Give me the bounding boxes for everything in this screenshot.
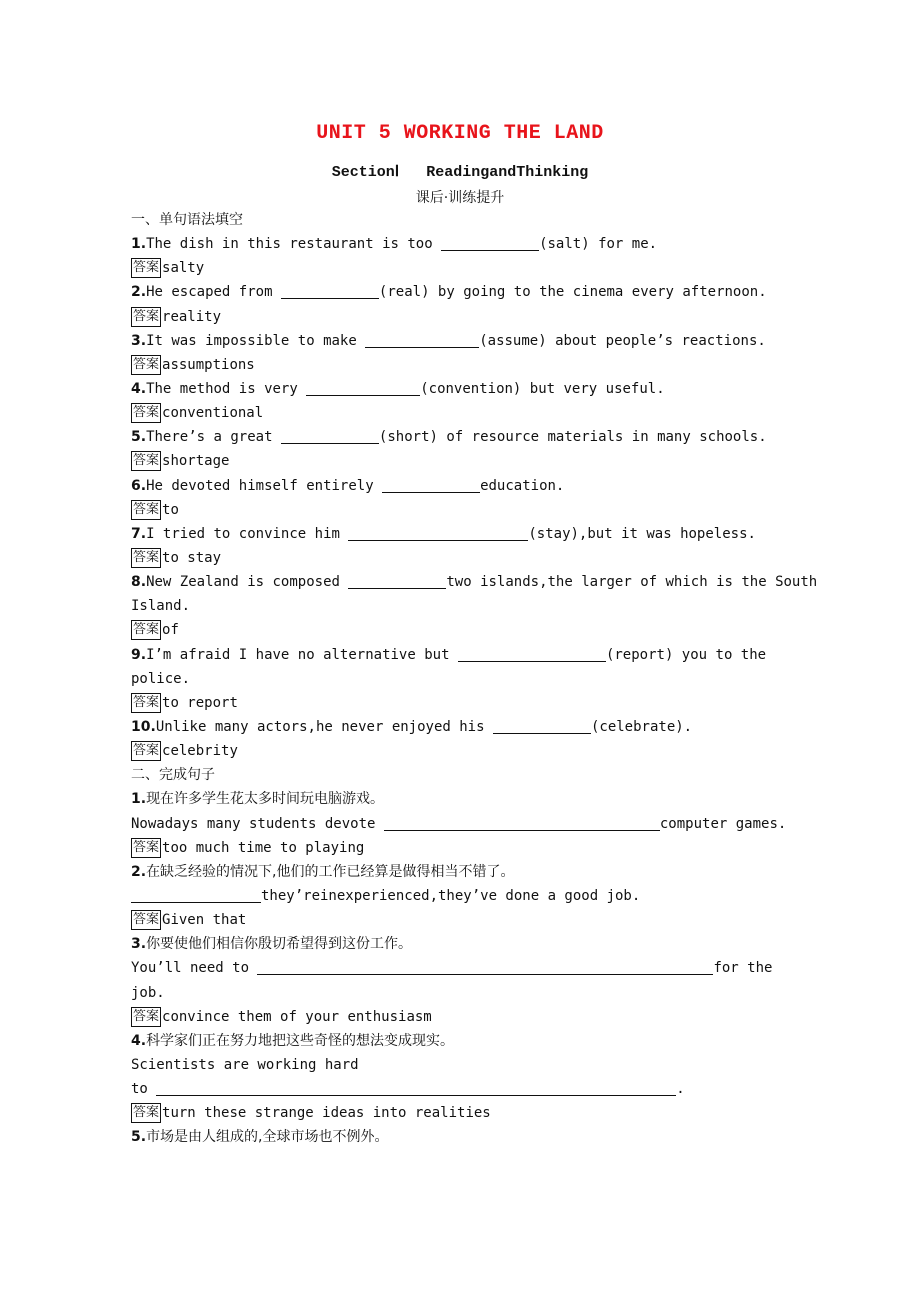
part2-heading: 二、完成句子 bbox=[131, 767, 215, 784]
answer-label: 答案 bbox=[131, 693, 161, 713]
question-number: 6. bbox=[131, 477, 147, 494]
part1-heading: 一、单句语法填空 bbox=[131, 212, 243, 228]
question-9 bbox=[131, 643, 791, 667]
question-number: 7. bbox=[131, 525, 147, 542]
exercise-content bbox=[131, 208, 818, 1149]
sentence-3-continued: job. bbox=[131, 984, 165, 1001]
question-text-after: for the bbox=[713, 960, 773, 977]
answer-blank[interactable] bbox=[348, 525, 528, 541]
answer-2 bbox=[131, 305, 791, 329]
question-number: 10. bbox=[131, 718, 156, 735]
answer-7 bbox=[131, 546, 791, 570]
answer-text: reality bbox=[162, 308, 222, 325]
question-text-after: (salt) for me. bbox=[539, 236, 658, 253]
question-text-before: There’s a great bbox=[146, 429, 281, 446]
answer-label: 答案 bbox=[131, 910, 161, 930]
sentence-2-prompt bbox=[131, 860, 791, 884]
unit-title: UNIT 5 WORKING THE LAND bbox=[316, 122, 604, 145]
answer-blank[interactable] bbox=[281, 428, 379, 444]
answer-s1 bbox=[131, 836, 791, 860]
answer-label: 答案 bbox=[131, 307, 161, 327]
sentence-4-prompt bbox=[131, 1029, 791, 1053]
question-number: 5. bbox=[131, 1129, 147, 1146]
answer-4 bbox=[131, 401, 791, 425]
question-text-after: (short) of resource materials in many schools. bbox=[378, 429, 767, 446]
answer-s3 bbox=[131, 1005, 791, 1029]
answer-blank[interactable] bbox=[131, 887, 261, 903]
question-text-after: education. bbox=[480, 477, 565, 494]
answer-label: 答案 bbox=[131, 451, 161, 471]
question-1 bbox=[131, 232, 791, 256]
answer-text: conventional bbox=[162, 405, 264, 422]
answer-text: too much time to playing bbox=[162, 839, 365, 856]
question-3 bbox=[131, 329, 791, 353]
question-text-before: to bbox=[131, 1081, 157, 1098]
answer-text: of bbox=[162, 622, 179, 639]
answer-blank[interactable] bbox=[348, 573, 446, 589]
chinese-prompt: 在缺乏经验的情况下,他们的工作已经算是做得相当不错了。 bbox=[146, 863, 515, 880]
answer-9 bbox=[131, 691, 791, 715]
question-text-before: He escaped from bbox=[146, 284, 281, 301]
answer-6 bbox=[131, 498, 791, 522]
sentence-5-prompt bbox=[131, 1125, 791, 1149]
question-number: 5. bbox=[131, 429, 147, 446]
question-number: 2. bbox=[131, 863, 147, 880]
question-text-before: New Zealand is composed bbox=[146, 574, 349, 591]
question-text-before: Nowadays many students devote bbox=[131, 815, 384, 832]
question-2 bbox=[131, 280, 791, 304]
chinese-prompt: 你要使他们相信你殷切希望得到这份工作。 bbox=[146, 936, 413, 953]
question-number: 9. bbox=[131, 646, 147, 663]
answer-10 bbox=[131, 739, 791, 763]
answer-s4 bbox=[131, 1101, 791, 1125]
answer-8 bbox=[131, 618, 791, 642]
question-text-after: (stay),but it was hopeless. bbox=[528, 525, 756, 542]
answer-label: 答案 bbox=[131, 355, 161, 375]
question-text-before: You’ll need to bbox=[131, 960, 258, 977]
question-number: 8. bbox=[131, 574, 147, 591]
answer-s2 bbox=[131, 908, 791, 932]
practice-subtitle: 课后·训练提升 bbox=[415, 190, 505, 206]
answer-blank[interactable] bbox=[257, 959, 713, 975]
sentence-3-prompt bbox=[131, 932, 791, 956]
answer-text: to bbox=[162, 501, 179, 518]
question-number: 1. bbox=[131, 791, 147, 808]
answer-blank[interactable] bbox=[281, 283, 379, 299]
question-text-after: (assume) about people’s reactions. bbox=[479, 332, 766, 349]
answer-text: turn these strange ideas into realities bbox=[162, 1105, 491, 1122]
question-text-before: Unlike many actors,he never enjoyed his bbox=[155, 718, 493, 735]
sentence-4-lead: Scientists are working hard bbox=[131, 1056, 359, 1073]
answer-5 bbox=[131, 449, 791, 473]
answer-blank[interactable] bbox=[493, 718, 591, 734]
question-text-after: (report) you to the bbox=[605, 646, 767, 663]
question-number: 3. bbox=[131, 332, 147, 349]
question-10 bbox=[131, 715, 791, 739]
question-7 bbox=[131, 522, 791, 546]
answer-text: to stay bbox=[162, 549, 222, 566]
question-text-after: (real) by going to the cinema every afternoon. bbox=[378, 284, 767, 301]
answer-blank[interactable] bbox=[382, 477, 480, 493]
question-text-before: It was impossible to make bbox=[146, 332, 366, 349]
question-number: 4. bbox=[131, 380, 147, 397]
question-5 bbox=[131, 425, 791, 449]
answer-label: 答案 bbox=[131, 1103, 161, 1123]
question-text-after: (convention) but very useful. bbox=[420, 380, 665, 397]
question-number: 1. bbox=[131, 236, 147, 253]
sentence-4 bbox=[131, 1077, 791, 1101]
question-text-before: The dish in this restaurant is too bbox=[146, 236, 442, 253]
question-text-before: I’m afraid I have no alternative but bbox=[146, 646, 458, 663]
answer-3 bbox=[131, 353, 791, 377]
question-4 bbox=[131, 377, 791, 401]
question-text-before: He devoted himself entirely bbox=[146, 477, 383, 494]
sentence-2 bbox=[131, 884, 791, 908]
question-text-after: computer games. bbox=[659, 815, 787, 832]
question-8-continued: Island. bbox=[131, 598, 191, 615]
answer-text: convince them of your enthusiasm bbox=[162, 1008, 432, 1025]
answer-label: 答案 bbox=[131, 741, 161, 761]
sentence-1 bbox=[131, 812, 791, 836]
answer-text: salty bbox=[162, 260, 205, 277]
answer-text: celebrity bbox=[162, 743, 238, 760]
question-8 bbox=[131, 570, 818, 594]
question-9-continued: police. bbox=[131, 670, 191, 687]
answer-text: Given that bbox=[162, 912, 247, 929]
answer-blank[interactable] bbox=[384, 815, 660, 831]
question-text-after: (celebrate). bbox=[590, 718, 693, 735]
answer-blank[interactable] bbox=[365, 332, 479, 348]
question-6 bbox=[131, 474, 791, 498]
answer-label: 答案 bbox=[131, 258, 161, 278]
question-number: 3. bbox=[131, 936, 147, 953]
answer-1 bbox=[131, 256, 791, 280]
question-number: 4. bbox=[131, 1032, 147, 1049]
chinese-prompt: 科学家们正在努力地把这些奇怪的想法变成现实。 bbox=[146, 1032, 455, 1049]
question-text-before: I tried to convince him bbox=[146, 525, 349, 542]
answer-text: shortage bbox=[162, 453, 230, 470]
question-number: 2. bbox=[131, 284, 147, 301]
answer-label: 答案 bbox=[131, 1007, 161, 1027]
answer-label: 答案 bbox=[131, 838, 161, 858]
chinese-prompt: 现在许多学生花太多时间玩电脑游戏。 bbox=[146, 791, 385, 808]
chinese-prompt: 市场是由人组成的,全球市场也不例外。 bbox=[146, 1129, 389, 1146]
answer-blank[interactable] bbox=[458, 646, 606, 662]
question-text-before: The method is very bbox=[146, 380, 307, 397]
answer-blank[interactable] bbox=[306, 380, 420, 396]
answer-label: 答案 bbox=[131, 548, 161, 568]
answer-blank[interactable] bbox=[156, 1080, 676, 1096]
answer-label: 答案 bbox=[131, 500, 161, 520]
answer-label: 答案 bbox=[131, 403, 161, 423]
answer-text: to report bbox=[162, 694, 238, 711]
question-text-after: . bbox=[676, 1081, 685, 1098]
question-text-after: they’reinexperienced,they’ve done a good job. bbox=[261, 887, 641, 904]
sentence-1-prompt bbox=[131, 787, 791, 811]
question-text-after: two islands,the larger of which is the South bbox=[446, 574, 818, 591]
answer-text: assumptions bbox=[162, 356, 255, 373]
answer-blank[interactable] bbox=[441, 235, 539, 251]
section-title: SectionⅠ ReadingandThinking bbox=[331, 164, 589, 181]
answer-label: 答案 bbox=[131, 620, 161, 640]
sentence-3 bbox=[131, 956, 791, 980]
